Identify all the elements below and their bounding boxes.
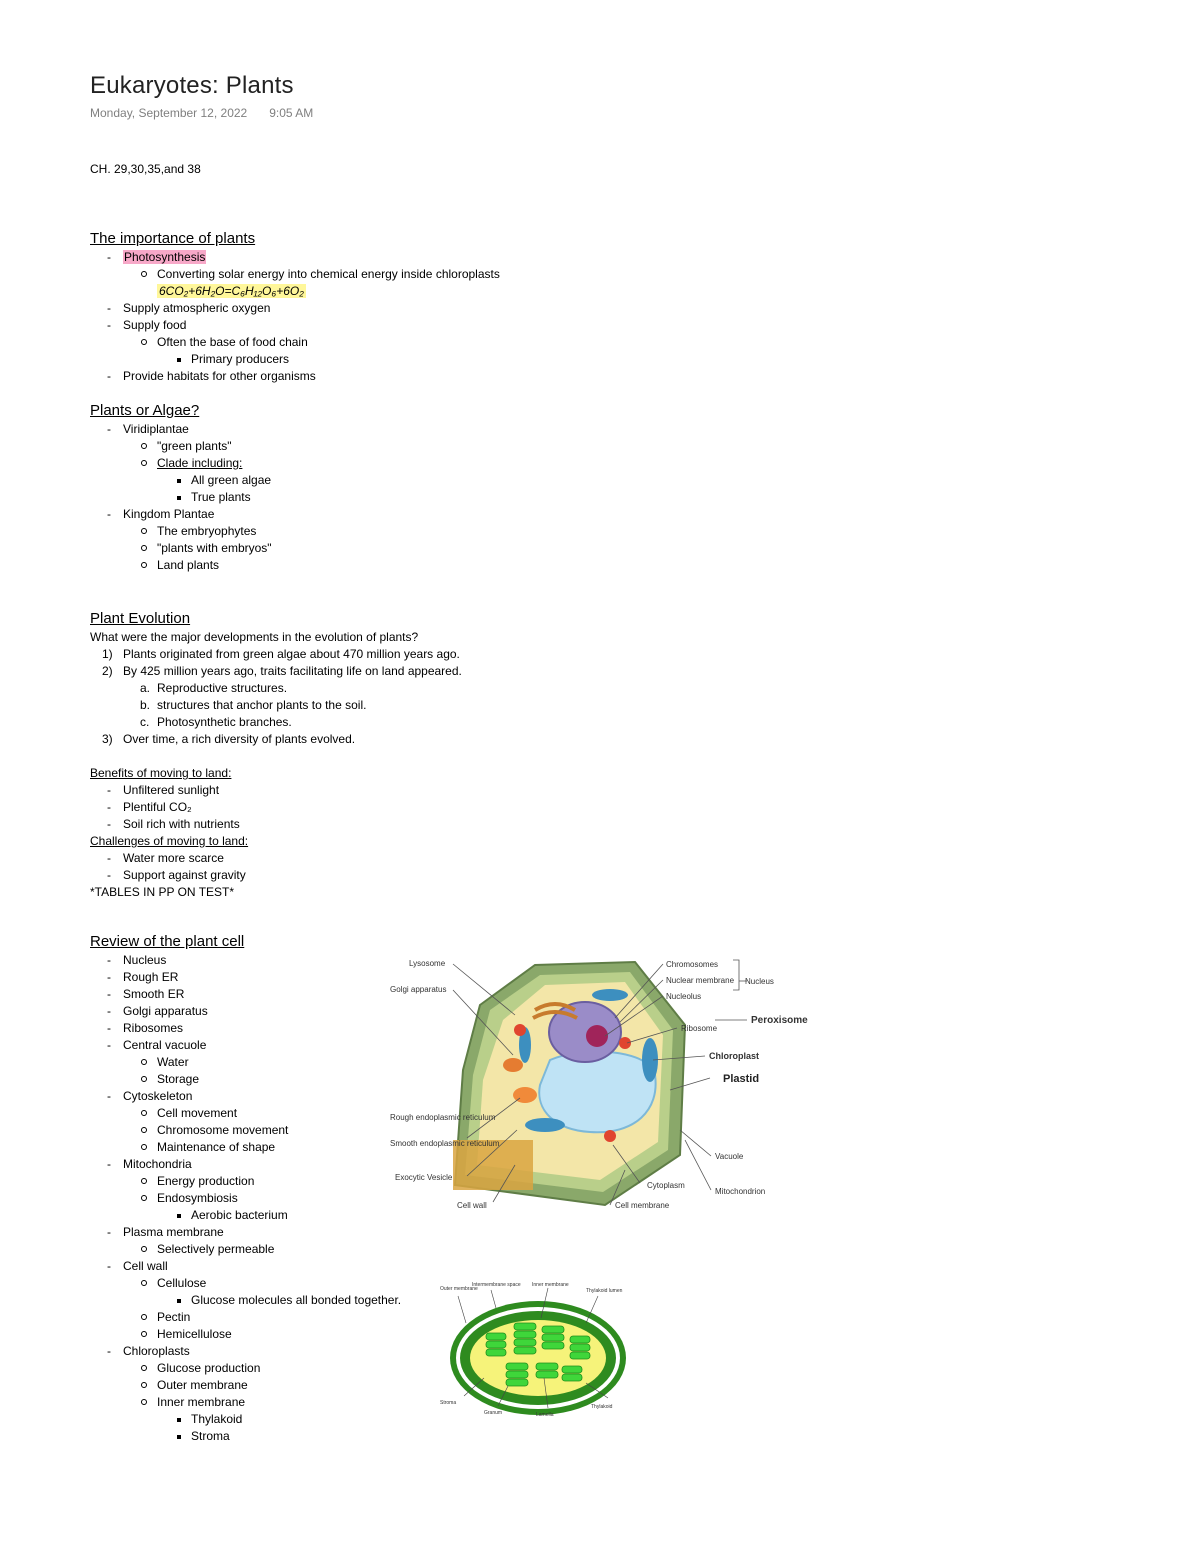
list-item: Maintenance of shape xyxy=(90,1139,650,1156)
list-item: Land plants xyxy=(90,557,650,574)
cell-label: Peroxisome xyxy=(751,1015,808,1026)
list-item: Hemicellulose xyxy=(90,1326,650,1343)
section-heading: Review of the plant cell xyxy=(90,933,245,950)
list-item: - Cell wall xyxy=(107,1259,168,1273)
list-item: "green plants" xyxy=(90,438,650,455)
list-item: Converting solar energy into chemical energy inside chloroplasts xyxy=(90,266,650,283)
list-item: - Viridiplantae xyxy=(107,422,189,436)
list-item: Outer membrane xyxy=(90,1377,650,1394)
list-item: Thylakoid xyxy=(90,1411,650,1428)
page-title: Eukaryotes: Plants xyxy=(90,72,294,99)
cell-label: Nucleolus xyxy=(666,992,702,1001)
list-item: "plants with embryos" xyxy=(90,540,650,557)
page-time: 9:05 AM xyxy=(269,106,314,120)
cell-label: Golgi apparatus xyxy=(390,985,447,994)
list-item: Cell movement xyxy=(90,1105,650,1122)
cell-label: Ribosome xyxy=(681,1024,718,1033)
page-timestamp xyxy=(90,106,313,120)
list-item: Water xyxy=(90,1054,650,1071)
list-item: - Smooth ER xyxy=(107,987,185,1001)
chloroplast-label: Inner membrane xyxy=(532,1282,569,1288)
list-item: - Ribosomes xyxy=(107,1021,184,1035)
chloroplast-label: Outer membrane xyxy=(440,1286,478,1292)
list-item: - Supply atmospheric oxygen xyxy=(107,301,271,315)
cell-label: Nuclear membrane xyxy=(666,976,735,985)
chapters-line: CH. 29,30,35,and 38 xyxy=(90,162,201,176)
chloroplast-label: Thylakoid lumen xyxy=(586,1288,623,1294)
cell-label: Cell membrane xyxy=(615,1201,670,1210)
section-importance xyxy=(90,229,650,385)
section-heading: The importance of plants xyxy=(90,230,256,247)
list-item xyxy=(90,283,650,300)
list-item: True plants xyxy=(90,489,650,506)
list-item: - Plentiful CO₂ xyxy=(107,800,192,814)
lettered-item: c. Photosynthetic branches. xyxy=(140,715,292,729)
list-item: Glucose molecules all bonded together. xyxy=(90,1292,650,1309)
chloroplast-label: Lamella xyxy=(536,1412,554,1418)
chloroplast-label: Stroma xyxy=(440,1400,457,1406)
section-heading: Plant Evolution xyxy=(90,610,191,627)
list-item: - Unfiltered sunlight xyxy=(107,783,220,797)
list-item: Selectively permeable xyxy=(90,1241,650,1258)
nucleolus-shape xyxy=(586,1025,608,1047)
plant-cell-diagram xyxy=(385,950,815,1215)
circle-bullet xyxy=(141,271,147,277)
list-item: The embryophytes xyxy=(90,523,650,540)
list-item: - Rough ER xyxy=(107,970,179,984)
list-item: - Golgi apparatus xyxy=(107,1004,208,1018)
cell-label: Smooth endoplasmic reticulum xyxy=(390,1139,500,1148)
lettered-item: b. structures that anchor plants to the soil. xyxy=(140,698,367,712)
list-item: Energy production xyxy=(90,1173,650,1190)
chloroplast-diagram xyxy=(436,1278,646,1423)
chloroplast-shape xyxy=(592,989,628,1001)
cell-label: Exocytic Vesicle xyxy=(395,1173,453,1182)
list-item: Stroma xyxy=(90,1428,650,1445)
list-item: - Soil rich with nutrients xyxy=(107,817,240,831)
list-item: - Kingdom Plantae xyxy=(107,507,215,521)
list-item: Often the base of food chain xyxy=(90,334,650,351)
cell-label: Chloroplast xyxy=(709,1051,760,1061)
cell-label: Rough endoplasmic reticulum xyxy=(390,1113,496,1122)
challenges-heading: Challenges of moving to land: xyxy=(90,834,249,848)
list-item: - Cytoskeleton xyxy=(107,1089,193,1103)
chloroplast-shape xyxy=(525,1118,565,1132)
list-item: - Supply food xyxy=(107,318,187,332)
list-item: - Nucleus xyxy=(107,953,167,967)
list-item: Endosymbiosis xyxy=(90,1190,650,1207)
list-item: Primary producers xyxy=(90,351,650,368)
chloroplast-label: Granum xyxy=(484,1410,503,1416)
benefits-heading: Benefits of moving to land: xyxy=(90,766,232,780)
section-algae xyxy=(90,401,650,574)
list-item xyxy=(90,249,650,266)
square-bullet xyxy=(177,358,181,362)
cell-label: Cytoplasm xyxy=(647,1181,685,1190)
cell-label: Vacuole xyxy=(715,1152,744,1161)
question-text: What were the major developments in the evolution of plants? xyxy=(90,630,419,644)
cell-label: Nucleus xyxy=(745,977,774,986)
list-item: Storage xyxy=(90,1071,650,1088)
list-item: - Support against gravity xyxy=(107,868,246,882)
list-item: - Central vacuole xyxy=(107,1038,207,1052)
list-item: - Mitochondria xyxy=(107,1157,192,1171)
list-item: - Chloroplasts xyxy=(107,1344,190,1358)
numbered-item: 2) By 425 million years ago, traits facilitating life on land appeared. xyxy=(102,664,462,678)
cell-label: Plastid xyxy=(723,1073,760,1085)
chloroplast-label: Intermembrane space xyxy=(472,1282,521,1288)
lettered-item: a. Reproductive structures. xyxy=(140,681,288,695)
list-item: Chromosome movement xyxy=(90,1122,650,1139)
list-item: Aerobic bacterium xyxy=(90,1207,650,1224)
list-item: - Plasma membrane xyxy=(107,1225,224,1239)
list-item: Cellulose xyxy=(90,1275,650,1292)
dash-bullet: - xyxy=(107,250,111,264)
highlighted-text: Photosynthesis xyxy=(124,250,206,264)
list-item: Pectin xyxy=(90,1309,650,1326)
cell-label: Lysosome xyxy=(409,959,446,968)
list-item: Glucose production xyxy=(90,1360,650,1377)
equation: 6CO₂+6H₂O=C₆H₁₂O₆+6O₂ xyxy=(159,284,304,298)
list-item: Inner membrane xyxy=(90,1394,650,1411)
list-item: Clade including: xyxy=(90,455,650,472)
page-date: Monday, September 12, 2022 xyxy=(90,106,248,120)
section-evolution xyxy=(90,609,650,901)
numbered-item: 1) Plants originated from green algae about 470 million years ago. xyxy=(102,647,460,661)
test-note: *TABLES IN PP ON TEST* xyxy=(90,885,235,899)
cell-label: Chromosomes xyxy=(666,960,719,969)
numbered-item: 3) Over time, a rich diversity of plants evolved. xyxy=(102,732,356,746)
cell-label: Cell wall xyxy=(457,1201,487,1210)
section-heading: Plants or Algae? xyxy=(90,402,200,419)
cell-label: Mitochondrion xyxy=(715,1187,766,1196)
list-item: All green algae xyxy=(90,472,650,489)
chloroplast-label: Thylakoid xyxy=(591,1404,613,1410)
list-item: - Water more scarce xyxy=(107,851,224,865)
list-item: - Provide habitats for other organisms xyxy=(107,369,316,383)
